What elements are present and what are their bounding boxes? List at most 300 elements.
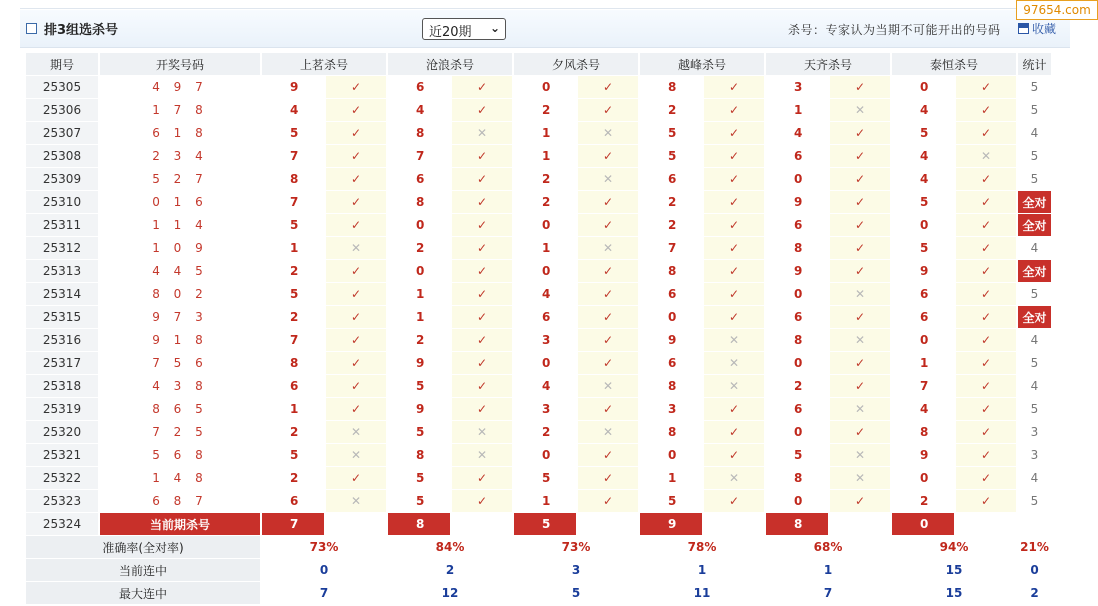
checkmark-icon: ✓ [578,99,638,121]
current-kill-number: 5 [514,513,576,535]
checkmark-icon: ✓ [956,168,1016,190]
checkmark-icon: ✓ [830,260,890,282]
checkmark-icon: ✓ [326,214,386,236]
checkmark-icon: ✓ [326,329,386,351]
issue-cell: 25321 [26,444,98,466]
summary-stat: 2 [1030,586,1039,600]
checkmark-icon: ✓ [704,122,764,144]
summary-label: 当前连中 [26,559,260,581]
kill-number-cell: 6 [542,310,551,324]
draw-number-cell: 4 9 7 [152,80,208,94]
kill-number-cell: 4 [920,402,929,416]
checkmark-icon: ✓ [452,467,512,489]
checkmark-icon: ✓ [956,76,1016,98]
kill-number-cell: 0 [542,80,551,94]
draw-number-cell: 4 4 5 [152,264,208,278]
cross-icon: ✕ [578,168,638,190]
table-row [26,421,1051,443]
checkmark-icon: ✓ [704,398,764,420]
kill-number-cell: 5 [416,471,425,485]
checkmark-icon: ✓ [956,191,1016,213]
checkmark-icon: ✓ [830,306,890,328]
kill-number-cell: 7 [920,379,929,393]
kill-number-cell: 2 [920,494,929,508]
draw-number-cell: 9 1 8 [152,333,208,347]
table-row [26,398,1051,420]
issue-cell: 25322 [26,467,98,489]
kill-number-cell: 8 [668,80,677,94]
checkmark-icon: ✓ [452,398,512,420]
checkmark-icon: ✓ [956,467,1016,489]
issue-cell: 25317 [26,352,98,374]
kill-number-cell: 0 [794,425,803,439]
kill-number-cell: 2 [290,310,299,324]
checkmark-icon: ✓ [830,214,890,236]
checkmark-icon: ✓ [452,76,512,98]
kill-number-cell: 7 [290,333,299,347]
kill-number-cell: 5 [920,195,929,209]
cross-icon: ✕ [452,421,512,443]
col-header-expert[interactable]: 天齐杀号 [766,53,890,75]
kill-number-cell: 2 [542,172,551,186]
checkmark-icon: ✓ [830,122,890,144]
all-correct-badge: 全对 [1018,306,1051,328]
draw-number-cell: 1 4 8 [152,471,208,485]
cross-icon: ✕ [452,444,512,466]
cross-icon: ✕ [326,421,386,443]
kill-number-cell: 8 [668,379,677,393]
kill-number-cell: 5 [416,425,425,439]
checkmark-icon: ✓ [956,329,1016,351]
cross-icon: ✕ [830,283,890,305]
checkmark-icon: ✓ [956,260,1016,282]
checkmark-icon: ✓ [830,237,890,259]
checkmark-icon: ✓ [452,375,512,397]
issue-cell: 25320 [26,421,98,443]
draw-number-cell: 9 7 3 [152,310,208,324]
checkmark-icon: ✓ [326,352,386,374]
kill-number-cell: 6 [920,287,929,301]
kill-number-cell: 6 [668,172,677,186]
kill-number-cell: 8 [290,172,299,186]
all-correct-badge: 全对 [1018,260,1051,282]
stat-cell: 4 [1030,241,1039,255]
kill-number-cell: 9 [794,195,803,209]
draw-number-cell: 2 3 4 [152,149,208,163]
draw-number-cell: 8 0 2 [152,287,208,301]
kill-number-cell: 5 [920,241,929,255]
col-header-draw: 开奖号码 [100,53,260,75]
divider [20,8,1070,9]
kill-number-cell: 1 [542,149,551,163]
checkmark-icon: ✓ [830,352,890,374]
kill-number-cell: 5 [416,379,425,393]
kill-number-cell: 1 [416,310,425,324]
kill-number-cell: 0 [920,218,929,232]
kill-number-cell: 5 [290,126,299,140]
checkmark-icon: ✓ [452,99,512,121]
stat-cell: 4 [1030,379,1039,393]
panel-header [20,10,1070,48]
kill-number-cell: 0 [542,264,551,278]
checkmark-icon: ✓ [578,214,638,236]
kill-number-cell: 8 [794,333,803,347]
kill-number-cell: 5 [542,471,551,485]
kill-number-cell: 0 [668,448,677,462]
cross-icon: ✕ [578,421,638,443]
table-row [26,260,1051,282]
kill-number-cell: 4 [542,287,551,301]
table-row [26,467,1051,489]
kill-number-cell: 0 [794,494,803,508]
summary-value: 3 [571,563,581,577]
checkmark-icon: ✓ [578,76,638,98]
cross-icon: ✕ [704,352,764,374]
summary-value: 1 [697,563,707,577]
col-header-expert[interactable]: 沧浪杀号 [388,53,512,75]
checkmark-icon: ✓ [326,122,386,144]
checkmark-icon: ✓ [704,260,764,282]
checkmark-icon: ✓ [326,398,386,420]
kill-number-cell: 1 [920,356,929,370]
cross-icon: ✕ [830,329,890,351]
checkmark-icon: ✓ [578,260,638,282]
cross-icon: ✕ [704,329,764,351]
summary-value: 73% [561,540,591,554]
checkmark-icon: ✓ [578,329,638,351]
kill-number-cell: 6 [920,310,929,324]
current-kill-number: 8 [388,513,450,535]
issue-cell: 25324 [26,513,98,535]
checkmark-icon: ✓ [452,283,512,305]
checkmark-icon: ✓ [956,490,1016,512]
blank-cell [578,513,638,535]
kill-number-cell: 2 [668,195,677,209]
kill-number-cell: 4 [416,103,425,117]
checkmark-icon: ✓ [578,283,638,305]
square-icon [26,23,37,34]
kill-number-cell: 3 [668,402,677,416]
checkmark-icon: ✓ [956,214,1016,236]
all-correct-badge: 全对 [1018,191,1051,213]
checkmark-icon: ✓ [326,283,386,305]
checkmark-icon: ✓ [452,145,512,167]
stat-cell: 5 [1030,356,1039,370]
checkmark-icon: ✓ [704,145,764,167]
issue-cell: 25310 [26,191,98,213]
stat-cell: 4 [1030,471,1039,485]
table-row [26,329,1051,351]
checkmark-icon: ✓ [704,490,764,512]
kill-number-cell: 0 [416,218,425,232]
stat-cell: 3 [1030,448,1039,462]
cross-icon: ✕ [830,398,890,420]
kill-number-cell: 4 [920,172,929,186]
kill-number-cell: 2 [542,195,551,209]
draw-number-cell: 7 2 5 [152,425,208,439]
kill-number-cell: 5 [920,126,929,140]
period-select[interactable] [422,18,506,40]
kill-number-cell: 5 [668,494,677,508]
summary-row [26,536,1051,558]
draw-number-cell: 1 7 8 [152,103,208,117]
kill-number-cell: 6 [794,402,803,416]
col-header-stat: 统计 [1018,53,1051,75]
cross-icon: ✕ [830,444,890,466]
checkmark-icon: ✓ [326,76,386,98]
kill-number-cell: 8 [668,425,677,439]
checkmark-icon: ✓ [956,122,1016,144]
issue-cell: 25313 [26,260,98,282]
kill-number-cell: 2 [794,379,803,393]
summary-value: 78% [687,540,717,554]
checkmark-icon: ✓ [704,444,764,466]
current-kill-number: 8 [766,513,828,535]
stat-cell: 4 [1030,333,1039,347]
kill-number-cell: 3 [542,333,551,347]
draw-number-cell: 5 2 7 [152,172,208,186]
summary-value: 15 [945,563,963,577]
table-row [26,99,1051,121]
draw-number-cell: 4 3 8 [152,379,208,393]
kill-number-cell: 0 [542,356,551,370]
draw-number-cell: 6 1 8 [152,126,208,140]
cross-icon: ✕ [830,467,890,489]
kill-number-cell: 1 [542,241,551,255]
period-value: 近20期 [429,25,472,40]
issue-cell: 25309 [26,168,98,190]
kill-number-cell: 0 [794,287,803,301]
issue-cell: 25305 [26,76,98,98]
draw-number-cell: 0 1 6 [152,195,208,209]
kill-number-cell: 0 [416,264,425,278]
kill-number-cell: 5 [416,494,425,508]
summary-value: 5 [571,586,581,600]
checkmark-icon: ✓ [578,306,638,328]
draw-number-cell: 1 0 9 [152,241,208,255]
kill-number-cell: 4 [920,103,929,117]
kill-number-cell: 7 [416,149,425,163]
stat-cell: 5 [1030,80,1039,94]
kill-number-cell: 8 [290,356,299,370]
table-row [26,352,1051,374]
col-header-issue: 期号 [26,53,98,75]
checkmark-icon: ✓ [578,145,638,167]
kill-note: 杀号：专家认为当期不可能开出的号码 [788,23,1001,37]
cross-icon: ✕ [326,444,386,466]
issue-cell: 25308 [26,145,98,167]
checkmark-icon: ✓ [452,306,512,328]
kill-number-cell: 2 [668,103,677,117]
checkmark-icon: ✓ [452,237,512,259]
summary-value: 68% [813,540,843,554]
kill-number-cell: 1 [794,103,803,117]
checkmark-icon: ✓ [956,306,1016,328]
checkmark-icon: ✓ [452,260,512,282]
blank-cell [704,513,764,535]
summary-value: 2 [445,563,455,577]
stat-cell: 5 [1030,402,1039,416]
issue-cell: 25307 [26,122,98,144]
cross-icon: ✕ [830,99,890,121]
kill-number-cell: 6 [794,149,803,163]
kill-number-cell: 5 [668,126,677,140]
summary-row [26,559,1051,581]
issue-cell: 25316 [26,329,98,351]
kill-number-cell: 9 [794,264,803,278]
checkmark-icon: ✓ [326,375,386,397]
draw-number-cell: 6 8 7 [152,494,208,508]
kill-number-cell: 9 [416,356,425,370]
kill-number-cell: 2 [290,425,299,439]
top-strip [0,0,1098,8]
checkmark-icon: ✓ [704,76,764,98]
kill-number-cell: 9 [416,402,425,416]
kill-number-cell: 5 [794,448,803,462]
kill-number-cell: 0 [794,172,803,186]
issue-cell: 25319 [26,398,98,420]
summary-value: 0 [319,563,329,577]
checkmark-icon: ✓ [326,260,386,282]
checkmark-icon: ✓ [830,76,890,98]
checkmark-icon: ✓ [326,145,386,167]
checkmark-icon: ✓ [704,306,764,328]
table-row [26,145,1051,167]
table-row [26,283,1051,305]
cross-icon: ✕ [704,375,764,397]
kill-number-cell: 6 [290,379,299,393]
kill-number-cell: 7 [668,241,677,255]
col-header-expert[interactable]: 上茗杀号 [262,53,386,75]
checkmark-icon: ✓ [326,99,386,121]
checkmark-icon: ✓ [830,375,890,397]
blank-cell [1018,513,1051,535]
kill-number-cell: 6 [794,218,803,232]
summary-value: 12 [441,586,459,600]
kill-number-cell: 0 [542,218,551,232]
kill-number-cell: 7 [290,149,299,163]
kill-number-cell: 5 [290,218,299,232]
cross-icon: ✕ [578,122,638,144]
kill-number-cell: 9 [290,80,299,94]
kill-number-cell: 2 [542,103,551,117]
kill-number-cell: 2 [416,241,425,255]
stat-cell: 3 [1030,425,1039,439]
kill-number-cell: 6 [290,494,299,508]
issue-cell: 25312 [26,237,98,259]
kill-number-cell: 9 [920,264,929,278]
draw-number-cell: 8 6 5 [152,402,208,416]
table-row [26,306,1051,328]
checkmark-icon: ✓ [956,99,1016,121]
kill-number-cell: 0 [794,356,803,370]
summary-value: 11 [693,586,711,600]
summary-value: 84% [435,540,465,554]
summary-value: 73% [309,540,339,554]
checkmark-icon: ✓ [830,191,890,213]
kill-number-cell: 1 [542,126,551,140]
kill-number-cell: 9 [668,333,677,347]
checkmark-icon: ✓ [830,421,890,443]
checkmark-icon: ✓ [452,191,512,213]
page-title: 排3组选杀号 [44,23,119,38]
summary-stat: 0 [1030,563,1039,577]
save-icon [1018,23,1029,34]
kill-number-cell: 8 [794,471,803,485]
kill-number-cell: 8 [794,241,803,255]
favorite-label: 收藏 [1032,22,1057,36]
current-kill-number: 9 [640,513,702,535]
checkmark-icon: ✓ [578,398,638,420]
kill-number-cell: 0 [920,333,929,347]
kill-number-cell: 3 [794,80,803,94]
current-kill-label: 当前期杀号 [100,513,260,535]
checkmark-icon: ✓ [578,191,638,213]
summary-label: 最大连中 [26,582,260,604]
blank-cell [452,513,512,535]
checkmark-icon: ✓ [578,467,638,489]
checkmark-icon: ✓ [956,352,1016,374]
kill-number-cell: 5 [290,448,299,462]
stat-cell: 4 [1030,126,1039,140]
kill-number-table [24,52,1053,605]
col-header-expert[interactable]: 泰恒杀号 [892,53,1016,75]
checkmark-icon: ✓ [452,352,512,374]
kill-number-cell: 5 [290,287,299,301]
table-row [26,490,1051,512]
current-kill-number: 7 [262,513,324,535]
checkmark-icon: ✓ [704,421,764,443]
favorite-link[interactable] [1018,20,1056,37]
kill-number-cell: 2 [290,264,299,278]
kill-number-cell: 5 [668,149,677,163]
table-row [26,168,1051,190]
checkmark-icon: ✓ [956,375,1016,397]
checkmark-icon: ✓ [830,168,890,190]
kill-number-cell: 8 [416,195,425,209]
stat-cell: 5 [1030,172,1039,186]
cross-icon: ✕ [326,490,386,512]
kill-number-cell: 7 [290,195,299,209]
checkmark-icon: ✓ [830,490,890,512]
table-row [26,122,1051,144]
kill-number-cell: 2 [668,218,677,232]
checkmark-icon: ✓ [956,444,1016,466]
checkmark-icon: ✓ [578,490,638,512]
kill-number-cell: 1 [290,241,299,255]
summary-value: 7 [319,586,329,600]
issue-cell: 25306 [26,99,98,121]
kill-number-cell: 6 [668,356,677,370]
col-header-expert[interactable]: 越峰杀号 [640,53,764,75]
kill-number-cell: 8 [416,448,425,462]
summary-value: 94% [939,540,969,554]
blank-cell [956,513,1016,535]
kill-number-cell: 2 [416,333,425,347]
checkmark-icon: ✓ [704,237,764,259]
kill-number-cell: 6 [416,172,425,186]
checkmark-icon: ✓ [326,191,386,213]
checkmark-icon: ✓ [956,283,1016,305]
kill-number-cell: 1 [542,494,551,508]
table-row [26,375,1051,397]
header-row [26,53,1051,75]
summary-label: 准确率(全对率) [26,536,260,558]
issue-cell: 25311 [26,214,98,236]
chevron-down-icon: ⌄ [489,21,500,35]
checkmark-icon: ✓ [452,490,512,512]
col-header-expert[interactable]: 夕风杀号 [514,53,638,75]
